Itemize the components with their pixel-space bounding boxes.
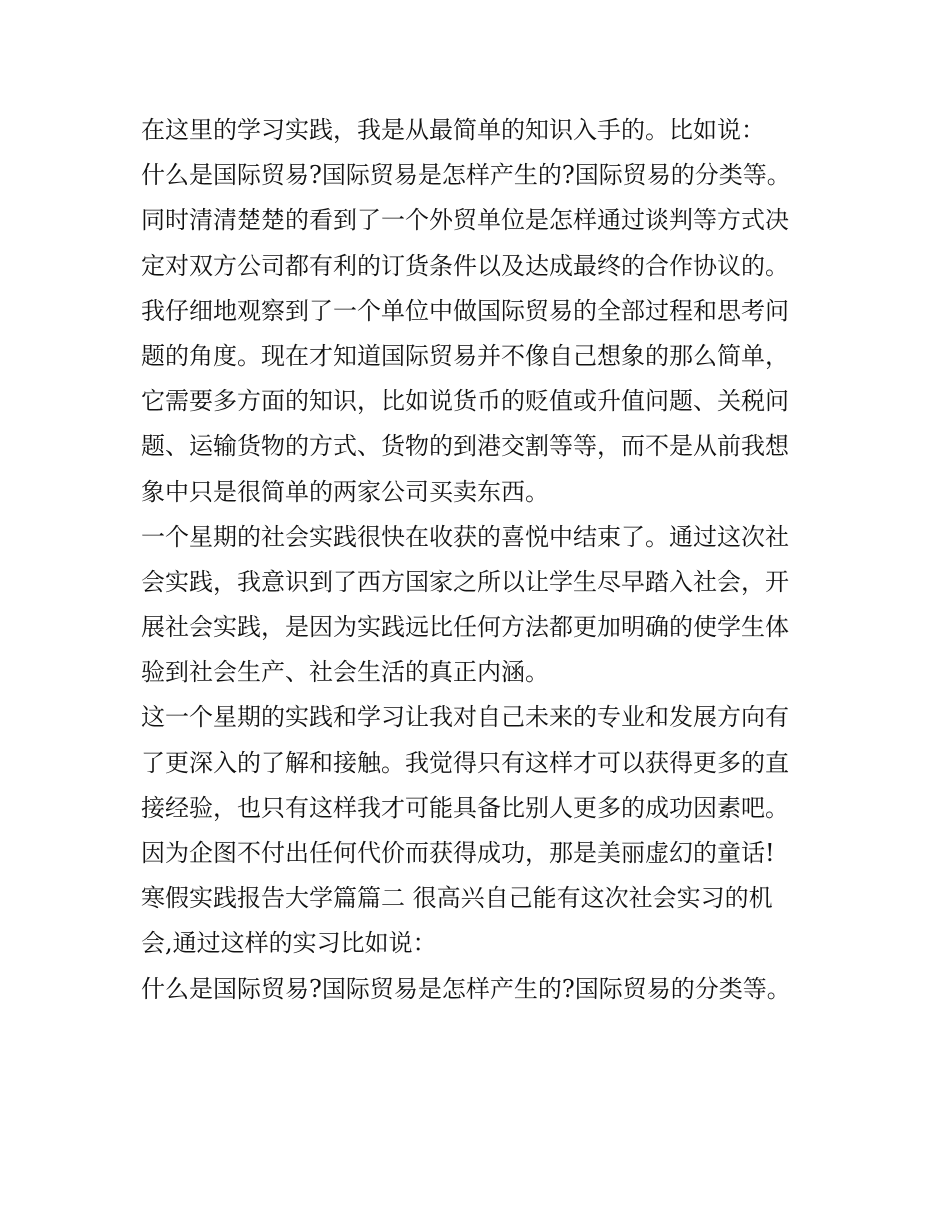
text-line: 一个星期的社会实践很快在收获的喜悦中结束了。通过这次社	[141, 522, 789, 551]
text-line: 我仔细地观察到了一个单位中做国际贸易的全部过程和思考问	[141, 296, 789, 325]
text-line: 这一个星期的实践和学习让我对自己未来的专业和发展方向有	[141, 703, 789, 732]
text-line: 了更深入的了解和接触。我觉得只有这样才可以获得更多的直	[141, 748, 789, 777]
text-line: 题、运输货物的方式、货物的到港交割等等，而不是从前我想	[141, 432, 789, 461]
text-line: 因为企图不付出任何代价而获得成功，那是美丽虚幻的童话!	[141, 839, 775, 867]
text-line: 验到社会生产、社会生活的真正内涵。	[141, 658, 549, 687]
text-line: 会实践，我意识到了西方国家之所以让学生尽早踏入社会，开	[141, 567, 789, 596]
text-line: 题的角度。现在才知道国际贸易并不像自己想象的那么简单，	[141, 341, 789, 370]
text-line: 同时清清楚楚的看到了一个外贸单位是怎样通过谈判等方式决	[141, 206, 789, 235]
text-line: 什么是国际贸易?国际贸易是怎样产生的?国际贸易的分类等。	[141, 161, 791, 190]
text-line: 会,通过这样的实习比如说：	[141, 929, 437, 958]
body-text	[141, 108, 831, 1012]
text-line: 象中只是很简单的两家公司买卖东西。	[141, 477, 549, 506]
text-line: 定对双方公司都有利的订货条件以及达成最终的合作协议的。	[141, 251, 789, 280]
text-line: 接经验，也只有这样我才可能具备比别人更多的成功因素吧。	[141, 793, 789, 822]
text-line: 什么是国际贸易?国际贸易是怎样产生的?国际贸易的分类等。	[141, 974, 791, 1003]
text-line: 在这里的学习实践，我是从最简单的知识入手的。比如说：	[141, 116, 765, 144]
text-line: 展社会实践，是因为实践远比任何方法都更加明确的使学生体	[141, 613, 789, 642]
text-line: 它需要多方面的知识，比如说货币的贬值或升值问题、关税问	[141, 387, 789, 416]
text-line: 寒假实践报告大学篇篇二 很高兴自己能有这次社会实习的机	[141, 884, 773, 913]
